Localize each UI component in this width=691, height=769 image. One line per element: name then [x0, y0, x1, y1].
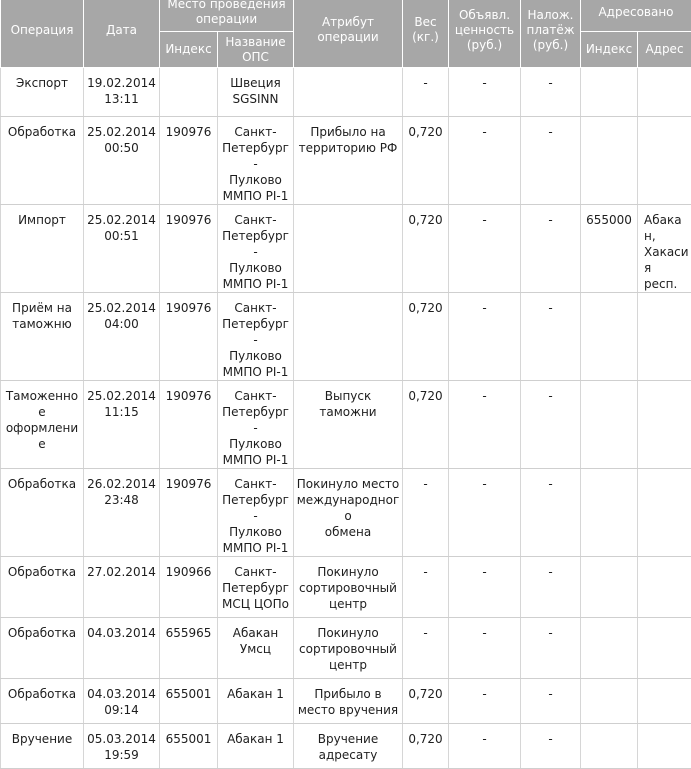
cell-addr-index — [581, 381, 638, 469]
cell-attribute: Выпуск таможни — [294, 381, 403, 469]
cell-addr-address — [638, 117, 691, 205]
cell-operation: Обработка — [1, 469, 84, 557]
cell-place-name: Санкт- Петербург- Пулково ММПО PI-1 — [218, 381, 294, 469]
cell-attribute: Покинуло сортировочный центр — [294, 618, 403, 679]
cell-addr-index — [581, 724, 638, 769]
cell-cod: - — [521, 205, 581, 293]
cell-date: 25.02.2014 04:00 — [84, 293, 160, 381]
table-header-row — [1, 0, 691, 32]
table-row — [1, 724, 691, 769]
cell-date: 25.02.2014 11:15 — [84, 381, 160, 469]
cell-addr-address — [638, 381, 691, 469]
cell-weight: 0,720 — [403, 679, 449, 724]
col-header-place-name: Название ОПС — [218, 32, 294, 68]
cell-weight: - — [403, 557, 449, 618]
cell-place-name: Санкт- Петербург- Пулково ММПО PI-1 — [218, 293, 294, 381]
cell-cod: - — [521, 679, 581, 724]
cell-attribute — [294, 68, 403, 117]
cell-place-name: Абакан 1 — [218, 679, 294, 724]
cell-addr-address — [638, 557, 691, 618]
cell-attribute — [294, 205, 403, 293]
cell-cod: - — [521, 381, 581, 469]
cell-declared-value: - — [449, 68, 521, 117]
cell-place-index: 655001 — [160, 724, 218, 769]
cell-addr-address — [638, 469, 691, 557]
cell-declared-value: - — [449, 679, 521, 724]
cell-place-name: Абакан 1 — [218, 724, 294, 769]
cell-date: 25.02.2014 00:50 — [84, 117, 160, 205]
cell-declared-value: - — [449, 117, 521, 205]
cell-place-index: 190976 — [160, 381, 218, 469]
cell-place-index — [160, 68, 218, 117]
cell-weight: - — [403, 469, 449, 557]
table-row — [1, 293, 691, 381]
cell-weight: 0,720 — [403, 381, 449, 469]
col-header-declared-value: Объявл. ценность (руб.) — [449, 0, 521, 68]
cell-date: 04.03.2014 09:14 — [84, 679, 160, 724]
cell-addr-address — [638, 618, 691, 679]
cell-declared-value: - — [449, 205, 521, 293]
cell-addr-index: 655000 — [581, 205, 638, 293]
cell-date: 04.03.2014 — [84, 618, 160, 679]
cell-cod: - — [521, 469, 581, 557]
cell-place-name: Санкт- Петербург МСЦ ЦОПо — [218, 557, 294, 618]
col-header-place-index: Индекс — [160, 32, 218, 68]
table-row — [1, 557, 691, 618]
cell-weight: 0,720 — [403, 205, 449, 293]
table-row — [1, 68, 691, 117]
cell-operation: Вручение — [1, 724, 84, 769]
col-header-operation: Операция — [1, 0, 84, 68]
cell-place-name: Санкт- Петербург- Пулково ММПО PI-1 — [218, 469, 294, 557]
cell-place-index: 190976 — [160, 469, 218, 557]
cell-addr-index — [581, 557, 638, 618]
cell-addr-index — [581, 469, 638, 557]
cell-cod: - — [521, 724, 581, 769]
col-header-addressed: Адресовано — [581, 0, 691, 32]
cell-place-name: Санкт- Петербург- Пулково ММПО PI-1 — [218, 117, 294, 205]
table-row — [1, 381, 691, 469]
cell-addr-index — [581, 679, 638, 724]
cell-operation: Обработка — [1, 117, 84, 205]
cell-weight: 0,720 — [403, 293, 449, 381]
cell-addr-address — [638, 293, 691, 381]
cell-weight: - — [403, 618, 449, 679]
cell-place-name: Санкт- Петербург- Пулково ММПО PI-1 — [218, 205, 294, 293]
cell-cod: - — [521, 68, 581, 117]
cell-addr-address — [638, 679, 691, 724]
col-header-date: Дата — [84, 0, 160, 68]
cell-cod: - — [521, 557, 581, 618]
cell-declared-value: - — [449, 724, 521, 769]
col-header-weight: Вес (кг.) — [403, 0, 449, 68]
cell-weight: 0,720 — [403, 117, 449, 205]
cell-declared-value: - — [449, 618, 521, 679]
table-row — [1, 469, 691, 557]
cell-attribute: Покинуло место международного обмена — [294, 469, 403, 557]
cell-addr-address — [638, 724, 691, 769]
cell-attribute: Прибыло на территорию РФ — [294, 117, 403, 205]
tracking-rows — [1, 68, 691, 769]
cell-addr-index — [581, 618, 638, 679]
cell-cod: - — [521, 117, 581, 205]
cell-date: 25.02.2014 00:51 — [84, 205, 160, 293]
col-header-cod: Налож. платёж (руб.) — [521, 0, 581, 68]
cell-operation: Таможенное оформление — [1, 381, 84, 469]
cell-date: 26.02.2014 23:48 — [84, 469, 160, 557]
col-header-attribute: Атрибут операции — [294, 0, 403, 68]
cell-place-index: 190976 — [160, 205, 218, 293]
cell-operation: Приём на таможню — [1, 293, 84, 381]
cell-attribute — [294, 293, 403, 381]
cell-addr-index — [581, 117, 638, 205]
cell-addr-index — [581, 293, 638, 381]
cell-declared-value: - — [449, 381, 521, 469]
cell-cod: - — [521, 293, 581, 381]
cell-place-index: 190976 — [160, 293, 218, 381]
col-header-place: Место проведения операции — [160, 0, 294, 32]
cell-date: 19.02.2014 13:11 — [84, 68, 160, 117]
cell-declared-value: - — [449, 557, 521, 618]
cell-attribute: Прибыло в место вручения — [294, 679, 403, 724]
cell-weight: - — [403, 68, 449, 117]
cell-place-name: Абакан Умсц — [218, 618, 294, 679]
cell-place-index: 655965 — [160, 618, 218, 679]
cell-addr-address: Абакан, Хакасия респ. — [638, 205, 691, 293]
cell-date: 05.03.2014 19:59 — [84, 724, 160, 769]
cell-operation: Импорт — [1, 205, 84, 293]
col-header-addr-index: Индекс — [581, 32, 638, 68]
cell-addr-index — [581, 68, 638, 117]
cell-place-name: Швеция SGSINN — [218, 68, 294, 117]
cell-date: 27.02.2014 — [84, 557, 160, 618]
cell-operation: Обработка — [1, 618, 84, 679]
table-row — [1, 205, 691, 293]
cell-operation: Обработка — [1, 557, 84, 618]
cell-weight: 0,720 — [403, 724, 449, 769]
cell-addr-address — [638, 68, 691, 117]
cell-place-index: 655001 — [160, 679, 218, 724]
cell-declared-value: - — [449, 293, 521, 381]
cell-operation: Экспорт — [1, 68, 84, 117]
cell-attribute: Покинуло сортировочный центр — [294, 557, 403, 618]
cell-operation: Обработка — [1, 679, 84, 724]
cell-place-index: 190966 — [160, 557, 218, 618]
table-row — [1, 117, 691, 205]
table-row — [1, 618, 691, 679]
cell-place-index: 190976 — [160, 117, 218, 205]
col-header-addr-address: Адрес — [638, 32, 691, 68]
cell-cod: - — [521, 618, 581, 679]
cell-attribute: Вручение адресату — [294, 724, 403, 769]
table-row — [1, 679, 691, 724]
cell-declared-value: - — [449, 469, 521, 557]
